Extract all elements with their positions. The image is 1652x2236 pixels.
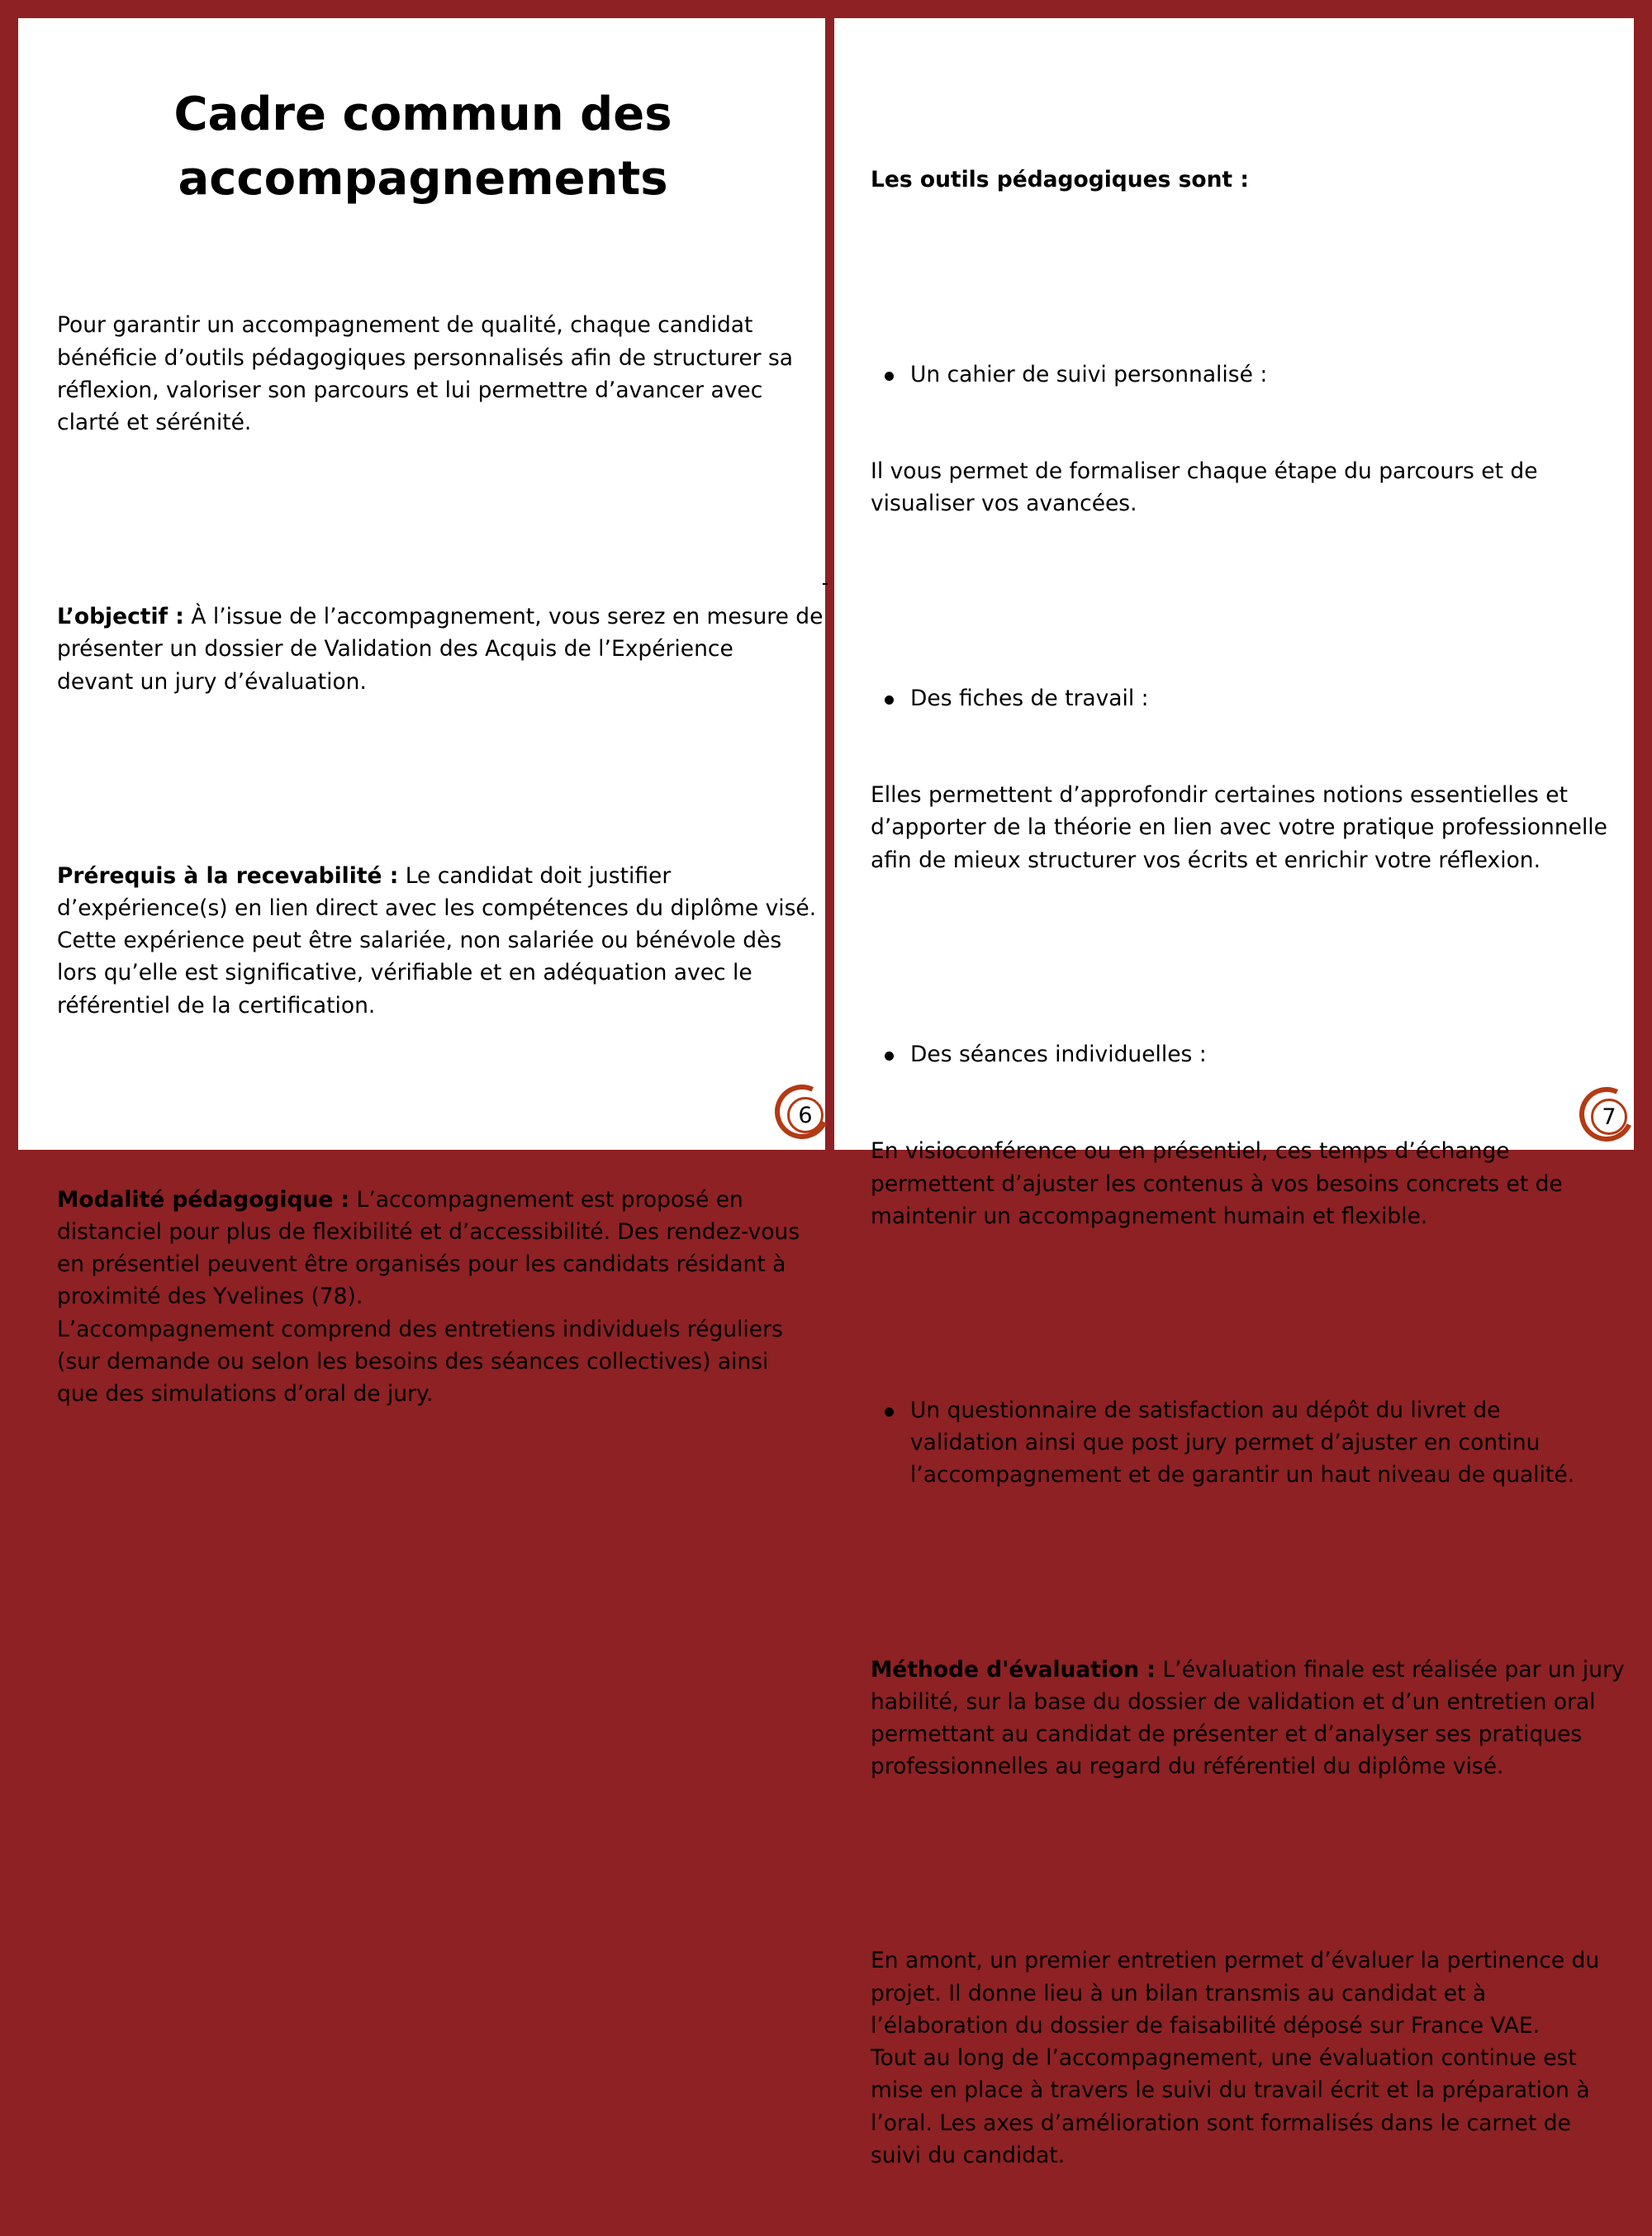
- right-page: [834, 18, 1634, 2168]
- tool-1-title: Un cahier de suivi personnalisé :: [871, 358, 1625, 391]
- closing-paragraph: En amont, un premier entretien permet d’évaluer la pertinence du projet. Il donne lieu à un bilan transmis au candidat et à l’élaboration du dossier de faisabilité déposé sur France VAE. Tout au long de l’accompagnement, une évaluation continue est mise en place à travers le suivi du travail écrit et la préparation à l’oral. Les axes d’amélioration sont formalisés dans le carnet de suivi du candidat.: [871, 1948, 1600, 2168]
- tool-2-text: Elles permettent d’approfondir certaines notions essentielles et d’apporter de la théorie en lien avec votre pratique professionnelle afin de mieux structurer vos écrits et enrichir votre réflexion.: [871, 782, 1607, 873]
- tool-3-title: Des séances individuelles :: [871, 1038, 1625, 1071]
- modality-text: L’accompagnement est proposé en distanciel pour plus de flexibilité et d’accessibilité. Des rendez-vous en présentiel peuvent être organisés pour les candidats résidant à proximité des Yvelines (78). L’accompagnement comprend des entretiens individuels réguliers (sur demande ou selon les besoins des séances collectives) ainsi que des simulations d’oral de jury.: [57, 1186, 800, 1408]
- tool-1-text: Il vous permet de formaliser chaque étape du parcours et de visualiser vos avancées.: [871, 458, 1538, 517]
- evaluation-paragraph: [871, 1654, 1625, 1783]
- modality-paragraph: [57, 1184, 823, 1410]
- left-body-text: [57, 244, 823, 1475]
- tool-3-text: En visioconférence ou en présentiel, ces temps d’échange permettent d’ajuster les contenus à vos besoins concrets et de maintenir un accompagnement humain et flexible.: [871, 1138, 1563, 1229]
- page-number-left: 6: [787, 1097, 824, 1133]
- objective-paragraph: [57, 601, 823, 698]
- tools-heading: Les outils pédagogiques sont :: [871, 167, 1249, 193]
- objective-label: L’objectif :: [57, 604, 184, 630]
- page-title: [18, 83, 828, 211]
- evaluation-text: L’évaluation finale est réalisée par un jury habilité, sur la base du dossier de validation et d’un entretien oral permettant au candidat de présenter et d’analyser ses pratiques professionnelles au regard du référentiel du diplôme visé.: [871, 1656, 1625, 1780]
- intro-paragraph: Pour garantir un accompagnement de qualité, chaque candidat bénéficie d’outils pédagogiques personnalisés afin de structurer sa réflexion, valoriser son parcours et lui permettre d’avancer avec clarté et sérénité.: [57, 312, 793, 436]
- title-line-2: accompagnements: [178, 152, 668, 206]
- prerequisites-text: Le candidat doit justifier d’expérience(s) en lien direct avec les compétences du diplôme visé. Cette expérience peut être salariée, non salariée ou bénévole dès lors qu’elle est significative, vérifiable et en adéquation avec le référentiel de la certification.: [57, 862, 817, 1018]
- title-line-1: Cadre commun des: [173, 88, 672, 141]
- tool-4-text: Un questionnaire de satisfaction au dépôt du livret de validation ainsi que post jury permet d’ajuster en continu l’accompagnement et de garantir un haut niveau de qualité.: [871, 1394, 1625, 1492]
- modality-label: Modalité pédagogique :: [57, 1186, 350, 1213]
- left-page: [18, 18, 825, 1408]
- tool-2-title: Des fiches de travail :: [871, 682, 1625, 714]
- prerequisites-paragraph: [57, 860, 823, 1022]
- objective-text: À l’issue de l’accompagnement, vous serez en mesure de présenter un dossier de Validation des Acquis de l’Expérience devant un jury d’évaluation.: [57, 604, 824, 695]
- page-number-right: 7: [1591, 1099, 1627, 1135]
- evaluation-label: Méthode d'évaluation :: [871, 1656, 1156, 1683]
- page-divider-mark: [823, 583, 828, 585]
- prerequisites-label: Prérequis à la recevabilité :: [57, 862, 399, 889]
